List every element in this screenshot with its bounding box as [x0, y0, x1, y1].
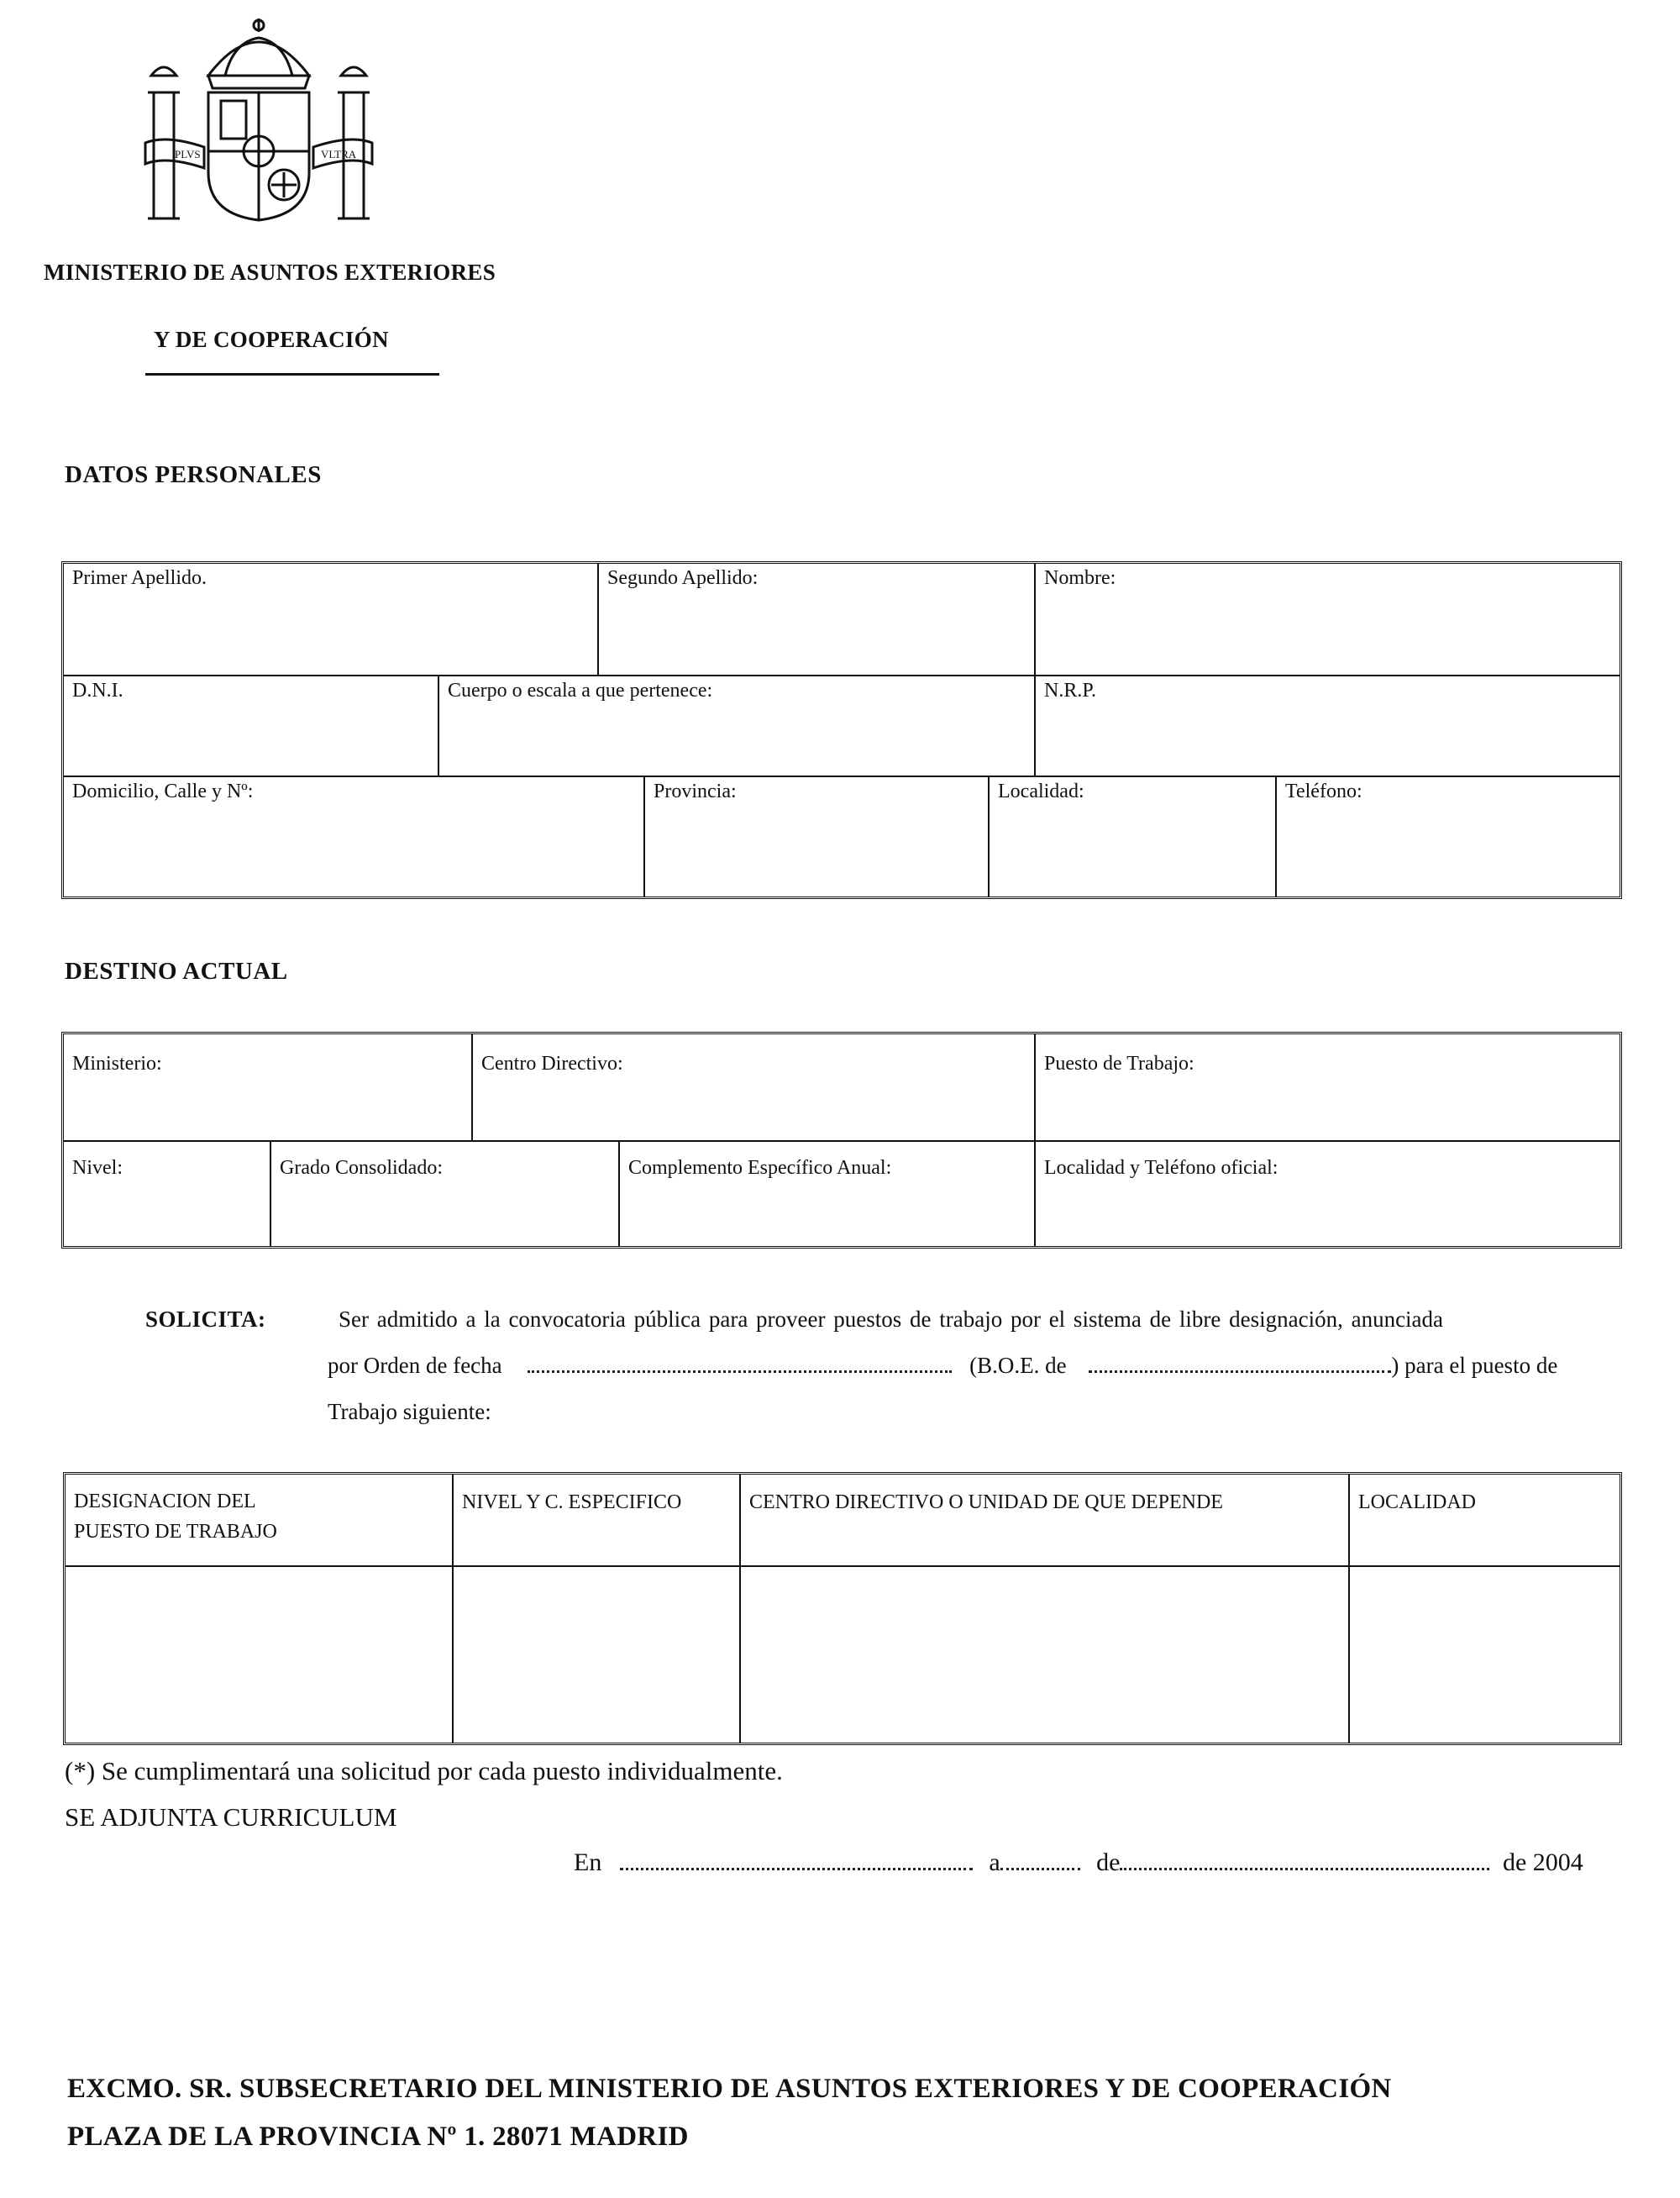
ministerio-field[interactable] [64, 1034, 471, 1140]
solicita-line3: Trabajo siguiente: [328, 1399, 491, 1424]
puesto-trabajo-label: Puesto de Trabajo: [1044, 1053, 1194, 1075]
destino-actual-title: DESTINO ACTUAL [65, 958, 288, 985]
telefono-field[interactable] [1275, 777, 1620, 897]
nivel-especifico-input[interactable] [452, 1567, 739, 1743]
domicilio-label: Domicilio, Calle y Nº: [72, 781, 254, 802]
puesto-table [63, 1472, 1622, 1745]
date-line [574, 1848, 1583, 1877]
centro-directivo-input[interactable] [739, 1567, 1348, 1743]
dni-label: D.N.I. [72, 680, 123, 702]
destino-actual-table [61, 1032, 1622, 1249]
curriculum-text: SE ADJUNTA CURRICULUM [65, 1802, 397, 1832]
date-year-text: de 2004 [1502, 1848, 1583, 1876]
cuerpo-field[interactable] [438, 676, 1034, 776]
localidad-input[interactable] [1348, 1567, 1620, 1743]
grado-label: Grado Consolidado: [280, 1157, 443, 1179]
domicilio-field[interactable] [64, 777, 643, 897]
dni-field[interactable] [64, 676, 438, 776]
nombre-field[interactable] [1034, 564, 1620, 675]
segundo-apellido-label: Segundo Apellido: [607, 567, 759, 589]
segundo-apellido-field[interactable] [597, 564, 1034, 675]
boe-fecha-field[interactable] [1089, 1365, 1391, 1373]
ministry-name-line2: Y DE COOPERACIÓN [154, 327, 389, 352]
puesto-trabajo-field[interactable] [1034, 1034, 1620, 1140]
cuerpo-label: Cuerpo o escala a que pertenece: [448, 680, 713, 702]
complemento-label: Complemento Específico Anual: [628, 1157, 892, 1179]
designacion-header-line1: DESIGNACION DEL [74, 1491, 256, 1512]
telefono-label: Teléfono: [1285, 781, 1362, 802]
table-row [64, 564, 1620, 676]
localidad-telefono-field[interactable] [1034, 1142, 1620, 1246]
date-month-field[interactable] [1120, 1863, 1489, 1870]
grado-field[interactable] [270, 1142, 618, 1246]
localidad-label: Localidad: [998, 781, 1084, 802]
primer-apellido-label: Primer Apellido. [72, 567, 207, 589]
orden-fecha-text: por Orden de fecha [328, 1353, 502, 1378]
centro-directivo-label: Centro Directivo: [481, 1053, 623, 1075]
nivel-especifico-label: NIVEL Y C. ESPECIFICO [462, 1491, 682, 1513]
solicita-line2 [328, 1353, 1620, 1379]
date-en-text: En [574, 1848, 602, 1876]
ministerio-label: Ministerio: [72, 1053, 162, 1075]
nivel-label: Nivel: [72, 1157, 123, 1179]
table-header-row [66, 1475, 1620, 1567]
table-row [64, 1142, 1620, 1246]
footer-addressee: EXCMO. SR. SUBSECRETARIO DEL MINISTERIO DE ASUNTOS EXTERIORES Y DE COOPERACIÓN [67, 2074, 1392, 2104]
localidad-header [1348, 1475, 1620, 1565]
orden-fecha-field[interactable] [528, 1365, 952, 1373]
nombre-label: Nombre: [1044, 567, 1116, 589]
centro-directivo-col-label: CENTRO DIRECTIVO O UNIDAD DE QUE DEPENDE [749, 1491, 1223, 1513]
localidad-field[interactable] [988, 777, 1275, 897]
localidad-col-label: LOCALIDAD [1358, 1491, 1476, 1513]
crest-banner-left: PLVS [175, 148, 201, 160]
date-place-field[interactable] [620, 1863, 973, 1870]
designacion-header [66, 1475, 452, 1565]
note-text: (*) Se cumplimentará una solicitud por cada puesto individualmente. [65, 1756, 783, 1785]
primer-apellido-field[interactable] [64, 564, 597, 675]
date-a-text: a [989, 1848, 1000, 1876]
crest-banner-right: VLTRA [321, 148, 357, 160]
nrp-label: N.R.P. [1044, 680, 1097, 702]
nrp-field[interactable] [1034, 676, 1620, 776]
date-day-field[interactable] [1000, 1863, 1080, 1870]
nivel-field[interactable] [64, 1142, 270, 1246]
ministry-name-line1: MINISTERIO DE ASUNTOS EXTERIORES [44, 260, 496, 285]
designacion-header-line2: PUESTO DE TRABAJO [74, 1521, 277, 1543]
solicita-label: SOLICITA: [145, 1307, 266, 1332]
date-de-text: de [1096, 1848, 1121, 1876]
solicita-line1: Ser admitido a la convocatoria pública para proveer puestos de trabajo por el sistema de libre designación, anunciada [339, 1307, 1444, 1332]
footer-address: PLAZA DE LA PROVINCIA Nº 1. 28071 MADRID [67, 2122, 689, 2152]
centro-directivo-header [739, 1475, 1348, 1565]
puesto-text: ) para el puesto de [1391, 1353, 1558, 1378]
nivel-especifico-header [452, 1475, 739, 1565]
table-row [66, 1567, 1620, 1743]
centro-directivo-field[interactable] [471, 1034, 1034, 1140]
header-divider [145, 373, 439, 376]
coat-of-arms-icon [141, 17, 376, 227]
localidad-telefono-label: Localidad y Teléfono oficial: [1044, 1157, 1278, 1179]
table-row [64, 676, 1620, 777]
boe-text: (B.O.E. de [969, 1353, 1067, 1378]
complemento-field[interactable] [618, 1142, 1034, 1246]
datos-personales-table [61, 561, 1622, 899]
provincia-field[interactable] [643, 777, 988, 897]
datos-personales-title: DATOS PERSONALES [65, 461, 322, 488]
provincia-label: Provincia: [654, 781, 737, 802]
table-row [64, 777, 1620, 897]
designacion-input[interactable] [66, 1567, 452, 1743]
table-row [64, 1034, 1620, 1142]
